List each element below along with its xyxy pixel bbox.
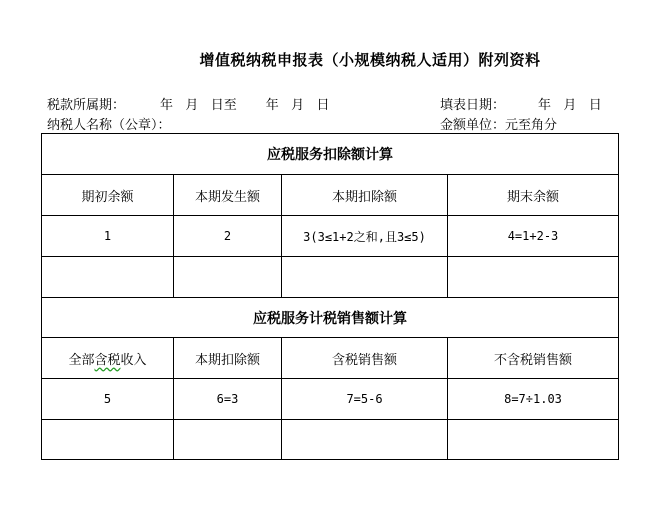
spellcheck-underline: 含税 xyxy=(94,352,121,368)
amount-unit-label: 金额单位： xyxy=(440,118,506,133)
input-current-deduction[interactable] xyxy=(282,257,448,298)
input-closing-balance[interactable] xyxy=(448,257,619,298)
cell-line-8: 8=7÷1.03 xyxy=(448,379,619,420)
header-tax-exclusive-sales: 不含税销售额 xyxy=(448,338,619,379)
input-current-incurred[interactable] xyxy=(174,257,282,298)
cell-line-6: 6=3 xyxy=(174,379,282,420)
section-deduction-heading: 应税服务扣除额计算 xyxy=(42,134,619,175)
header-total-taxable-income: 全部含税收入 xyxy=(42,338,174,379)
header-tax-inclusive-sales: 含税销售额 xyxy=(282,338,448,379)
cell-line-3: 3(3≤1+2之和,且3≤5) xyxy=(282,216,448,257)
fill-date-value: 年 月 日 xyxy=(538,98,602,113)
cell-line-5: 5 xyxy=(42,379,174,420)
cell-line-7: 7=5-6 xyxy=(282,379,448,420)
header-closing-balance: 期末余额 xyxy=(448,175,619,216)
attachment-table xyxy=(41,133,619,460)
cell-line-4: 4=1+2-3 xyxy=(448,216,619,257)
input-tax-inclusive-sales[interactable] xyxy=(282,420,448,460)
tax-period-dates: 年 月 日至 年 月 日 xyxy=(160,98,330,113)
input-deduction-amount[interactable] xyxy=(174,420,282,460)
taxpayer-name-label: 纳税人名称（公章）： xyxy=(47,118,171,133)
cell-line-1: 1 xyxy=(42,216,174,257)
cell-line-2: 2 xyxy=(174,216,282,257)
input-tax-exclusive-sales[interactable] xyxy=(448,420,619,460)
header-current-deduction: 本期扣除额 xyxy=(282,175,448,216)
form-title: 增值税纳税申报表（小规模纳税人适用）附列资料 xyxy=(199,51,541,69)
header-deduction-amount: 本期扣除额 xyxy=(174,338,282,379)
input-total-taxable-income[interactable] xyxy=(42,420,174,460)
header-opening-balance: 期初余额 xyxy=(42,175,174,216)
input-opening-balance[interactable] xyxy=(42,257,174,298)
amount-unit-value: 元至角分 xyxy=(505,118,558,133)
tax-period-label: 税款所属期： xyxy=(47,98,126,113)
fill-date-label: 填表日期： xyxy=(440,98,506,113)
header-current-incurred: 本期发生额 xyxy=(174,175,282,216)
section-sales-heading: 应税服务计税销售额计算 xyxy=(42,298,619,338)
